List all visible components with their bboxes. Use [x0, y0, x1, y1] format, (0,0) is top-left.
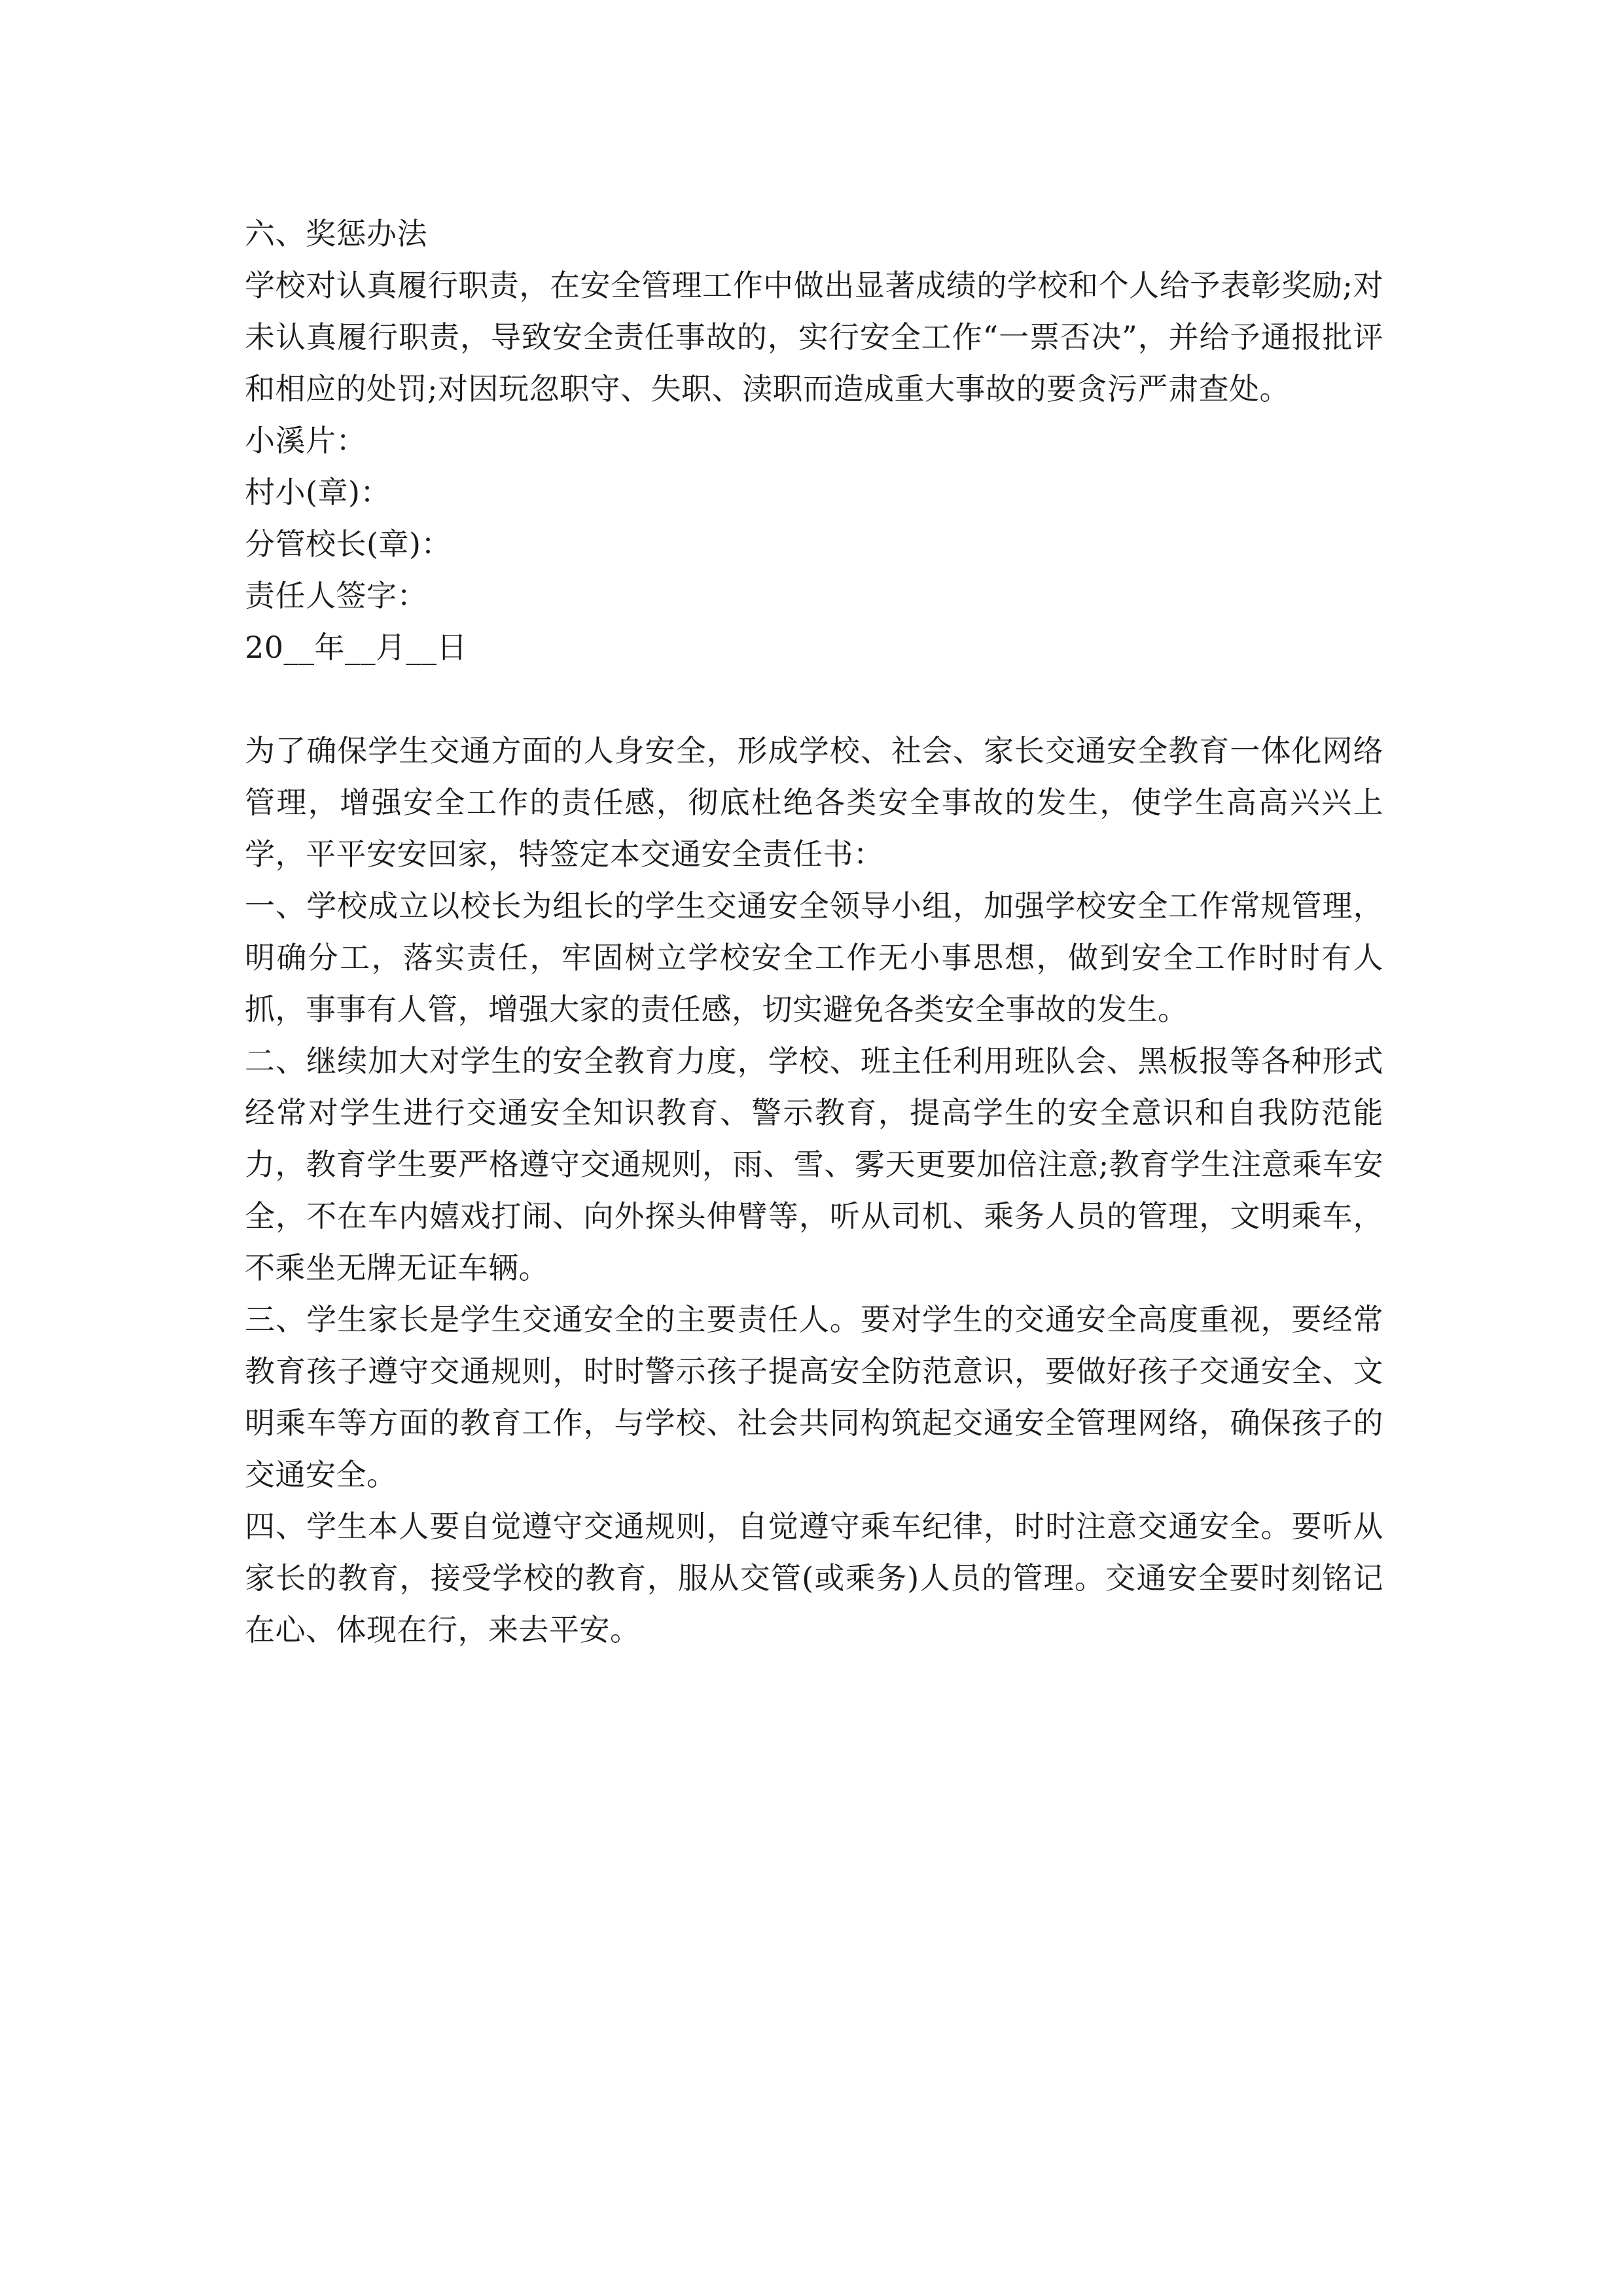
traffic-safety-item-3: 三、学生家长是学生交通安全的主要责任人。要对学生的交通安全高度重视，要经常教育孩子遵守交通规则，时时警示孩子提高安全防范意识，要做好孩子交通安全、文明乘车等方面的教育工作，与学校、社会共同构筑起交通安全管理网络，确保孩子的交通安全。	[245, 1302, 1383, 1492]
traffic-safety-intro: 为了确保学生交通方面的人身安全，形成学校、社会、家长交通安全教育一体化网络管理，增强安全工作的责任感，彻底杜绝各类安全事故的发生，使学生高高兴兴上学，平平安安回家，特签定本交通安全责任书：	[245, 733, 1383, 872]
section-heading-rewards: 六、奖惩办法	[245, 216, 427, 251]
document-body	[245, 208, 1383, 1656]
section-spacer	[245, 673, 1383, 725]
signature-district: 小溪片：	[245, 423, 366, 458]
signature-date: 20__年__月__日	[245, 630, 468, 665]
signature-principal: 分管校长(章)：	[245, 526, 452, 562]
signature-responsible-person: 责任人签字：	[245, 578, 427, 613]
traffic-safety-item-2: 二、继续加大对学生的安全教育力度，学校、班主任利用班队会、黑板报等各种形式经常对学生进行交通安全知识教育、警示教育，提高学生的安全意识和自我防范能力，教育学生要严格遵守交通规则，雨、雪、雾天更要加倍注意;教育学生注意乘车安全，不在车内嬉戏打闹、向外探头伸臂等，听从司机、乘务人员的管理，文明乘车，不乘坐无牌无证车辆。	[245, 1043, 1383, 1285]
signature-village-school: 村小(章)：	[245, 475, 391, 510]
rewards-paragraph: 学校对认真履行职责，在安全管理工作中做出显著成绩的学校和个人给予表彰奖励;对未认真履行职责，导致安全责任事故的，实行安全工作“一票否决”，并给予通报批评和相应的处罚;对因玩忽职守、失职、渎职而造成重大事故的要贪污严肃查处。	[245, 268, 1383, 406]
traffic-safety-item-4: 四、学生本人要自觉遵守交通规则，自觉遵守乘车纪律，时时注意交通安全。要听从家长的教育，接受学校的教育，服从交管(或乘务)人员的管理。交通安全要时刻铭记在心、体现在行，来去平安。	[245, 1509, 1383, 1647]
traffic-safety-item-1: 一、学校成立以校长为组长的学生交通安全领导小组，加强学校安全工作常规管理，明确分工，落实责任，牢固树立学校安全工作无小事思想，做到安全工作时时有人抓，事事有人管，增强大家的责任感，切实避免各类安全事故的发生。	[245, 888, 1383, 1027]
